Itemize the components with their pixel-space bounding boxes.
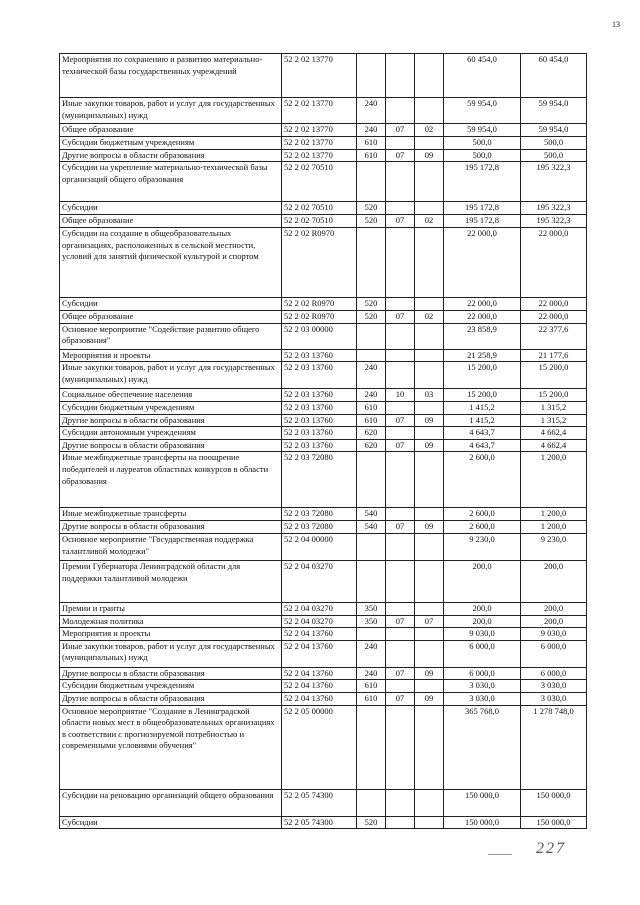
cell-y1: 15 200,0 bbox=[444, 362, 521, 389]
cell-vr: 610 bbox=[357, 414, 386, 427]
cell-vr bbox=[357, 349, 386, 362]
cell-name: Социальное обеспечение населения bbox=[60, 389, 282, 402]
cell-pr: 02 bbox=[415, 311, 444, 324]
cell-vr bbox=[357, 228, 386, 298]
cell-y1: 200,0 bbox=[444, 560, 521, 602]
cell-rz bbox=[386, 560, 415, 602]
cell-y1: 2 600,0 bbox=[444, 508, 521, 521]
cell-y1: 60 454,0 bbox=[444, 54, 521, 98]
cell-pr bbox=[415, 452, 444, 508]
cell-pr bbox=[415, 298, 444, 311]
cell-y1: 500,0 bbox=[444, 137, 521, 150]
cell-y1: 6 000,0 bbox=[444, 640, 521, 667]
cell-vr: 240 bbox=[357, 124, 386, 137]
table-row bbox=[60, 692, 587, 705]
table-row bbox=[60, 667, 587, 680]
table-row bbox=[60, 414, 587, 427]
budget-table bbox=[59, 53, 587, 829]
cell-pr: 09 bbox=[415, 692, 444, 705]
cell-y2: 22 000,0 bbox=[521, 298, 587, 311]
table-row bbox=[60, 215, 587, 228]
table-row bbox=[60, 705, 587, 789]
table-row bbox=[60, 640, 587, 667]
cell-pr bbox=[415, 427, 444, 440]
cell-vr bbox=[357, 162, 386, 202]
cell-y2: 1 200,0 bbox=[521, 508, 587, 521]
table-row bbox=[60, 816, 587, 829]
cell-vr bbox=[357, 54, 386, 98]
cell-csr: 52 2 04 13760 bbox=[282, 667, 357, 680]
cell-pr: 03 bbox=[415, 389, 444, 402]
cell-rz: 07 bbox=[386, 692, 415, 705]
cell-csr: 52 2 02 13770 bbox=[282, 124, 357, 137]
cell-pr bbox=[415, 816, 444, 829]
cell-y1: 200,0 bbox=[444, 615, 521, 628]
cell-y1: 22 000,0 bbox=[444, 311, 521, 324]
cell-name: Мероприятия по сохранению и развитию материально-технической базы государственных учреждений bbox=[60, 54, 282, 98]
cell-y2: 195 322,3 bbox=[521, 202, 587, 215]
cell-name: Иные закупки товаров, работ и услуг для государственных (муниципальных) нужд bbox=[60, 640, 282, 667]
cell-y1: 4 643,7 bbox=[444, 439, 521, 452]
cell-rz bbox=[386, 54, 415, 98]
cell-rz: 07 bbox=[386, 215, 415, 228]
cell-y1: 2 600,0 bbox=[444, 521, 521, 534]
table-row bbox=[60, 680, 587, 693]
table-row bbox=[60, 362, 587, 389]
cell-csr: 52 2 02 13770 bbox=[282, 137, 357, 150]
cell-pr: 07 bbox=[415, 615, 444, 628]
cell-csr: 52 2 03 13760 bbox=[282, 389, 357, 402]
cell-name: Субсидии на укрепление материально-технической базы организаций общего образования bbox=[60, 162, 282, 202]
cell-vr: 350 bbox=[357, 615, 386, 628]
cell-csr: 52 2 03 13760 bbox=[282, 414, 357, 427]
cell-vr: 240 bbox=[357, 667, 386, 680]
cell-pr bbox=[415, 162, 444, 202]
cell-name: Другие вопросы в области образования bbox=[60, 521, 282, 534]
cell-csr: 52 2 03 72080 bbox=[282, 452, 357, 508]
cell-pr: 09 bbox=[415, 439, 444, 452]
table-row bbox=[60, 323, 587, 349]
cell-y1: 9 030,0 bbox=[444, 628, 521, 641]
cell-name: Премии и гранты bbox=[60, 602, 282, 615]
cell-csr: 52 2 04 13760 bbox=[282, 680, 357, 693]
cell-y2: 1 315,2 bbox=[521, 401, 587, 414]
cell-y2: 1 315,2 bbox=[521, 414, 587, 427]
cell-csr: 52 2 03 13760 bbox=[282, 427, 357, 440]
cell-vr: 540 bbox=[357, 521, 386, 534]
cell-y1: 4 643,7 bbox=[444, 427, 521, 440]
cell-y1: 3 030,0 bbox=[444, 680, 521, 693]
cell-pr: 09 bbox=[415, 521, 444, 534]
cell-vr bbox=[357, 628, 386, 641]
cell-rz bbox=[386, 789, 415, 816]
cell-y1: 195 172,8 bbox=[444, 202, 521, 215]
cell-pr bbox=[415, 323, 444, 349]
cell-y2: 15 200,0 bbox=[521, 362, 587, 389]
cell-y1: 3 030,0 bbox=[444, 692, 521, 705]
cell-vr: 240 bbox=[357, 389, 386, 402]
cell-rz: 07 bbox=[386, 521, 415, 534]
table-row bbox=[60, 508, 587, 521]
cell-rz bbox=[386, 640, 415, 667]
cell-vr bbox=[357, 533, 386, 560]
cell-name: Иные межбюджетные трансферты bbox=[60, 508, 282, 521]
cell-rz bbox=[386, 323, 415, 349]
cell-name: Другие вопросы в области образования bbox=[60, 692, 282, 705]
cell-rz bbox=[386, 680, 415, 693]
cell-y1: 6 000,0 bbox=[444, 667, 521, 680]
cell-vr: 520 bbox=[357, 202, 386, 215]
table-row bbox=[60, 389, 587, 402]
cell-vr: 610 bbox=[357, 149, 386, 162]
cell-y1: 500,0 bbox=[444, 149, 521, 162]
cell-vr bbox=[357, 705, 386, 789]
cell-rz bbox=[386, 401, 415, 414]
cell-name: Субсидии бюджетным учреждениям bbox=[60, 401, 282, 414]
cell-vr: 620 bbox=[357, 439, 386, 452]
cell-csr: 52 2 03 13760 bbox=[282, 439, 357, 452]
cell-vr: 520 bbox=[357, 816, 386, 829]
cell-vr bbox=[357, 560, 386, 602]
cell-y2: 150 000,0 bbox=[521, 816, 587, 829]
table-row bbox=[60, 452, 587, 508]
cell-name: Другие вопросы в области образования bbox=[60, 414, 282, 427]
cell-csr: 52 2 03 00000 bbox=[282, 323, 357, 349]
cell-csr: 52 2 03 13760 bbox=[282, 349, 357, 362]
cell-pr: 09 bbox=[415, 667, 444, 680]
table-row bbox=[60, 615, 587, 628]
cell-vr: 610 bbox=[357, 401, 386, 414]
footer-line bbox=[488, 854, 512, 855]
cell-name: Субсидии бюджетным учреждениям bbox=[60, 137, 282, 150]
cell-pr bbox=[415, 560, 444, 602]
cell-rz bbox=[386, 137, 415, 150]
cell-y1: 2 600,0 bbox=[444, 452, 521, 508]
cell-rz: 07 bbox=[386, 615, 415, 628]
cell-csr: 52 2 02 70510 bbox=[282, 162, 357, 202]
cell-csr: 52 2 04 03270 bbox=[282, 602, 357, 615]
cell-vr: 240 bbox=[357, 640, 386, 667]
cell-pr: 02 bbox=[415, 124, 444, 137]
cell-csr: 52 2 04 03270 bbox=[282, 615, 357, 628]
cell-name: Другие вопросы в области образования bbox=[60, 439, 282, 452]
cell-name: Основное мероприятие "Государственная поддержка талантливой молодежи" bbox=[60, 533, 282, 560]
cell-csr: 52 2 02 13770 bbox=[282, 98, 357, 124]
page-number: 13 bbox=[612, 20, 620, 29]
cell-vr: 350 bbox=[357, 602, 386, 615]
cell-name: Субсидии бюджетным учреждениям bbox=[60, 680, 282, 693]
cell-pr bbox=[415, 680, 444, 693]
table-row bbox=[60, 228, 587, 298]
cell-y2: 1 200,0 bbox=[521, 452, 587, 508]
cell-csr: 52 2 05 00000 bbox=[282, 705, 357, 789]
cell-rz bbox=[386, 602, 415, 615]
table-row bbox=[60, 54, 587, 98]
cell-y1: 1 415,2 bbox=[444, 414, 521, 427]
cell-vr: 520 bbox=[357, 298, 386, 311]
table-row bbox=[60, 202, 587, 215]
table-row bbox=[60, 628, 587, 641]
cell-rz bbox=[386, 349, 415, 362]
cell-y1: 365 768,0 bbox=[444, 705, 521, 789]
cell-name: Основное мероприятие "Создание в Ленинградской области новых мест в общеобразовательных организациях в соответствии с прогнозируемой потребностью и современными условиями обучения" bbox=[60, 705, 282, 789]
cell-vr: 610 bbox=[357, 692, 386, 705]
cell-y2: 3 030,0 bbox=[521, 680, 587, 693]
cell-y1: 59 954,0 bbox=[444, 124, 521, 137]
cell-csr: 52 2 04 13760 bbox=[282, 640, 357, 667]
cell-name: Субсидии на реновацию организаций общего образования bbox=[60, 789, 282, 816]
cell-pr bbox=[415, 137, 444, 150]
cell-y2: 200,0 bbox=[521, 615, 587, 628]
table-row bbox=[60, 311, 587, 324]
cell-y2: 22 377,6 bbox=[521, 323, 587, 349]
cell-csr: 52 2 02 13770 bbox=[282, 149, 357, 162]
cell-y1: 150 000,0 bbox=[444, 789, 521, 816]
cell-rz: 10 bbox=[386, 389, 415, 402]
cell-y1: 21 258,9 bbox=[444, 349, 521, 362]
cell-vr: 520 bbox=[357, 215, 386, 228]
cell-csr: 52 2 04 00000 bbox=[282, 533, 357, 560]
table-row bbox=[60, 560, 587, 602]
cell-pr: 02 bbox=[415, 215, 444, 228]
cell-name: Субсидии на создание в общеобразовательных организациях, расположенных в сельской местности, условий для занятий физической культурой и спортом bbox=[60, 228, 282, 298]
cell-rz: 07 bbox=[386, 439, 415, 452]
cell-y1: 15 200,0 bbox=[444, 389, 521, 402]
cell-name: Основное мероприятие "Содействие развитию общего образования" bbox=[60, 323, 282, 349]
cell-vr bbox=[357, 323, 386, 349]
cell-csr: 52 2 03 13760 bbox=[282, 401, 357, 414]
cell-pr: 09 bbox=[415, 149, 444, 162]
cell-rz bbox=[386, 427, 415, 440]
cell-pr bbox=[415, 602, 444, 615]
cell-y2: 1 200,0 bbox=[521, 521, 587, 534]
cell-y1: 22 000,0 bbox=[444, 228, 521, 298]
cell-csr: 52 2 02 70510 bbox=[282, 215, 357, 228]
cell-y2: 21 177,6 bbox=[521, 349, 587, 362]
cell-rz bbox=[386, 162, 415, 202]
cell-csr: 52 2 02 R0970 bbox=[282, 298, 357, 311]
cell-y2: 4 662,4 bbox=[521, 427, 587, 440]
cell-vr: 540 bbox=[357, 508, 386, 521]
table-row bbox=[60, 789, 587, 816]
cell-pr bbox=[415, 362, 444, 389]
cell-rz bbox=[386, 98, 415, 124]
cell-csr: 52 2 02 R0970 bbox=[282, 228, 357, 298]
cell-name: Иные закупки товаров, работ и услуг для государственных (муниципальных) нужд bbox=[60, 98, 282, 124]
table-row bbox=[60, 298, 587, 311]
cell-pr bbox=[415, 705, 444, 789]
cell-pr bbox=[415, 98, 444, 124]
cell-y2: 22 000,0 bbox=[521, 228, 587, 298]
cell-y1: 9 230,0 bbox=[444, 533, 521, 560]
cell-pr bbox=[415, 640, 444, 667]
cell-csr: 52 2 02 70510 bbox=[282, 202, 357, 215]
cell-y2: 9 030,0 bbox=[521, 628, 587, 641]
cell-pr bbox=[415, 401, 444, 414]
cell-y2: 150 000,0 bbox=[521, 789, 587, 816]
table-row bbox=[60, 439, 587, 452]
table-row bbox=[60, 427, 587, 440]
cell-csr: 52 2 04 13760 bbox=[282, 692, 357, 705]
cell-name: Общее образование bbox=[60, 124, 282, 137]
cell-csr: 52 2 05 74300 bbox=[282, 816, 357, 829]
cell-rz bbox=[386, 202, 415, 215]
cell-vr: 240 bbox=[357, 98, 386, 124]
cell-rz: 07 bbox=[386, 124, 415, 137]
cell-name: Иные закупки товаров, работ и услуг для государственных (муниципальных) нужд bbox=[60, 362, 282, 389]
cell-rz bbox=[386, 508, 415, 521]
cell-rz bbox=[386, 628, 415, 641]
cell-rz: 07 bbox=[386, 414, 415, 427]
cell-csr: 52 2 03 72080 bbox=[282, 521, 357, 534]
cell-name: Субсидии bbox=[60, 202, 282, 215]
cell-pr bbox=[415, 789, 444, 816]
cell-pr bbox=[415, 228, 444, 298]
table-row bbox=[60, 602, 587, 615]
cell-name: Другие вопросы в области образования bbox=[60, 149, 282, 162]
cell-vr: 240 bbox=[357, 362, 386, 389]
cell-vr: 610 bbox=[357, 137, 386, 150]
cell-y2: 60 454,0 bbox=[521, 54, 587, 98]
cell-vr bbox=[357, 789, 386, 816]
cell-pr bbox=[415, 533, 444, 560]
cell-name: Общее образование bbox=[60, 215, 282, 228]
cell-y2: 200,0 bbox=[521, 602, 587, 615]
cell-rz: 07 bbox=[386, 149, 415, 162]
cell-name: Общее образование bbox=[60, 311, 282, 324]
cell-rz bbox=[386, 816, 415, 829]
cell-y1: 1 415,2 bbox=[444, 401, 521, 414]
cell-rz: 07 bbox=[386, 667, 415, 680]
cell-y1: 150 000,0 bbox=[444, 816, 521, 829]
cell-csr: 52 2 03 13760 bbox=[282, 362, 357, 389]
cell-pr bbox=[415, 54, 444, 98]
cell-csr: 52 2 02 13770 bbox=[282, 54, 357, 98]
cell-csr: 52 2 02 R0970 bbox=[282, 311, 357, 324]
cell-rz bbox=[386, 452, 415, 508]
cell-y2: 22 000,0 bbox=[521, 311, 587, 324]
cell-vr: 610 bbox=[357, 680, 386, 693]
cell-y1: 195 172,8 bbox=[444, 162, 521, 202]
cell-y2: 200,0 bbox=[521, 560, 587, 602]
cell-name: Мероприятия и проекты bbox=[60, 628, 282, 641]
cell-y1: 23 858,9 bbox=[444, 323, 521, 349]
cell-vr: 520 bbox=[357, 311, 386, 324]
cell-name: Другие вопросы в области образования bbox=[60, 667, 282, 680]
cell-csr: 52 2 04 03270 bbox=[282, 560, 357, 602]
table-row bbox=[60, 533, 587, 560]
cell-pr bbox=[415, 508, 444, 521]
cell-y1: 22 000,0 bbox=[444, 298, 521, 311]
cell-pr bbox=[415, 349, 444, 362]
cell-y2: 195 322,3 bbox=[521, 215, 587, 228]
handwritten-page-number: 227 bbox=[536, 840, 566, 857]
cell-name: Субсидии автономным учреждениям bbox=[60, 427, 282, 440]
table-body bbox=[60, 54, 587, 829]
cell-rz bbox=[386, 705, 415, 789]
cell-name: Мероприятия и проекты bbox=[60, 349, 282, 362]
cell-name: Субсидии bbox=[60, 816, 282, 829]
cell-name: Субсидии bbox=[60, 298, 282, 311]
table-row bbox=[60, 521, 587, 534]
cell-csr: 52 2 05 74300 bbox=[282, 789, 357, 816]
cell-y1: 200,0 bbox=[444, 602, 521, 615]
cell-rz bbox=[386, 228, 415, 298]
cell-y2: 15 200,0 bbox=[521, 389, 587, 402]
cell-y2: 6 000,0 bbox=[521, 667, 587, 680]
cell-rz: 07 bbox=[386, 311, 415, 324]
table-row bbox=[60, 401, 587, 414]
cell-pr: 09 bbox=[415, 414, 444, 427]
cell-y2: 3 030,0 bbox=[521, 692, 587, 705]
cell-y1: 59 954,0 bbox=[444, 98, 521, 124]
table-row bbox=[60, 149, 587, 162]
cell-y2: 9 230,0 bbox=[521, 533, 587, 560]
table-row bbox=[60, 124, 587, 137]
table-row bbox=[60, 162, 587, 202]
cell-y1: 195 172,8 bbox=[444, 215, 521, 228]
table-row bbox=[60, 98, 587, 124]
table-row bbox=[60, 349, 587, 362]
cell-vr: 620 bbox=[357, 427, 386, 440]
cell-y2: 4 662,4 bbox=[521, 439, 587, 452]
cell-pr bbox=[415, 628, 444, 641]
cell-pr bbox=[415, 202, 444, 215]
cell-y2: 500,0 bbox=[521, 137, 587, 150]
cell-y2: 59 954,0 bbox=[521, 124, 587, 137]
cell-rz bbox=[386, 362, 415, 389]
cell-vr bbox=[357, 452, 386, 508]
cell-rz bbox=[386, 533, 415, 560]
cell-y2: 1 278 748,0 bbox=[521, 705, 587, 789]
cell-name: Иные межбюджетные трансферты на поощрение победителей и лауреатов областных конкурсов в области образования bbox=[60, 452, 282, 508]
cell-csr: 52 2 04 13760 bbox=[282, 628, 357, 641]
cell-y2: 59 954,0 bbox=[521, 98, 587, 124]
cell-y2: 500,0 bbox=[521, 149, 587, 162]
cell-name: Молодежная политика bbox=[60, 615, 282, 628]
cell-y2: 195 322,3 bbox=[521, 162, 587, 202]
table-row bbox=[60, 137, 587, 150]
cell-csr: 52 2 03 72080 bbox=[282, 508, 357, 521]
cell-rz bbox=[386, 298, 415, 311]
cell-name: Премии Губернатора Ленинградской области для поддержки талантливой молодежи bbox=[60, 560, 282, 602]
cell-y2: 6 000,0 bbox=[521, 640, 587, 667]
